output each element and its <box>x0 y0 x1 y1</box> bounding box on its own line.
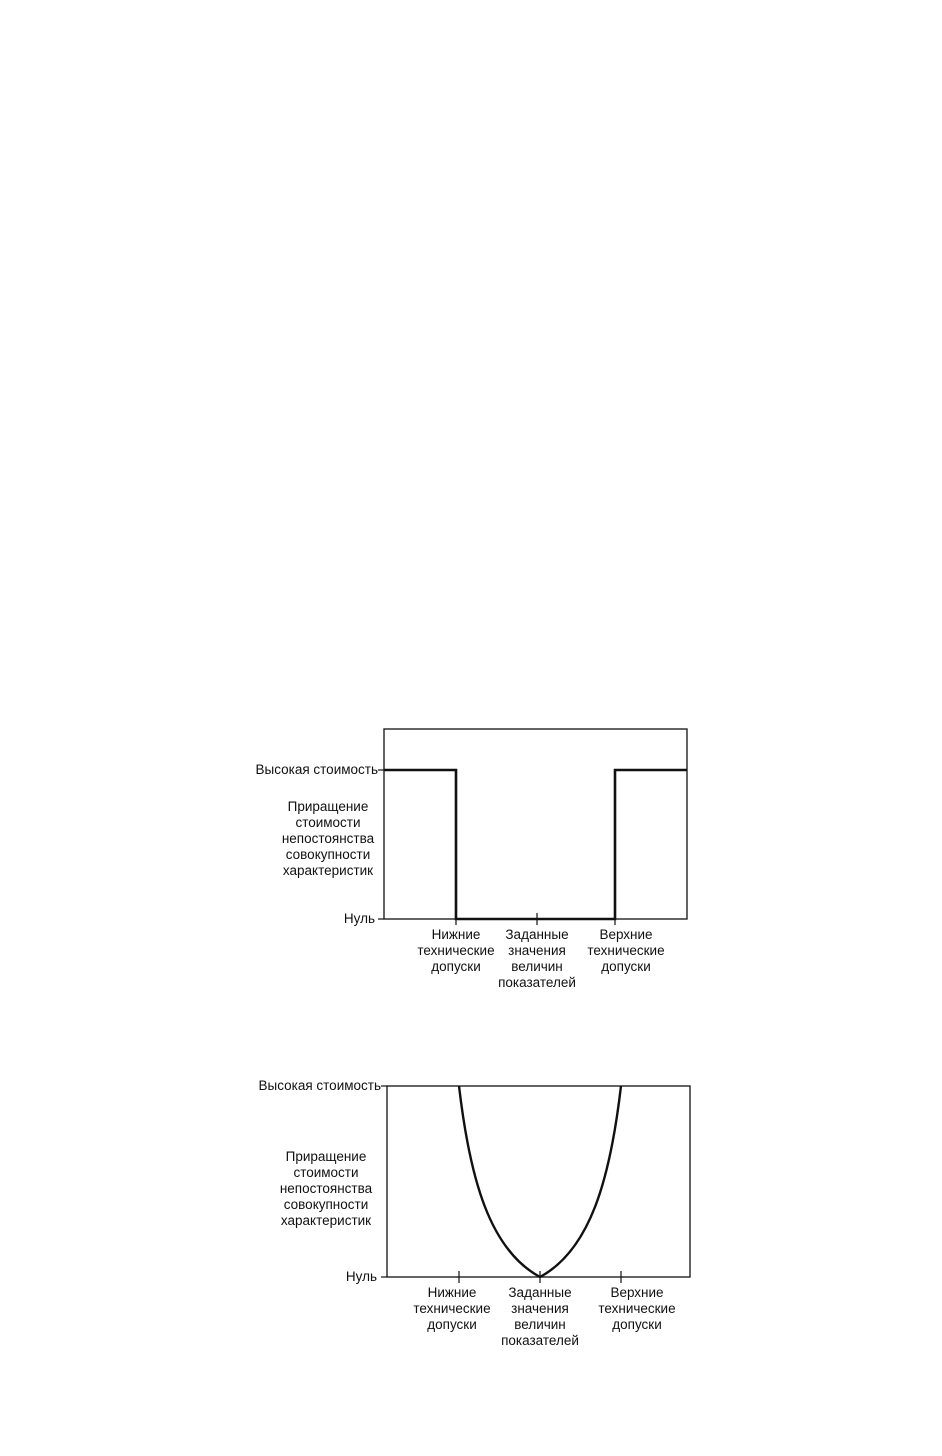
figure2-x-upper-tolerance-label: Верхние технические допуски <box>598 1285 676 1332</box>
figure1-x-target-label: Заданные значения величин показателей <box>498 927 576 990</box>
figure2-x-lower-tolerance-label: Нижние технические допуски <box>413 1285 491 1332</box>
figure2-x-target-label: Заданные значения величин показателей <box>501 1285 579 1348</box>
figure2-quadratic-loss-curve <box>459 1086 621 1277</box>
figure1-y-high-label: Высокая стоимость <box>255 762 378 777</box>
figure1-step-cost-curve <box>384 770 687 919</box>
figure2-y-high-label: Высокая стоимость <box>258 1078 381 1093</box>
figure2-frame <box>387 1086 690 1277</box>
figure1-x-upper-tolerance-label: Верхние технические допуски <box>587 927 665 974</box>
figure1-x-lower-tolerance-label: Нижние технические допуски <box>417 927 495 974</box>
figure2-plot <box>381 1086 690 1283</box>
figure2-y-axis-label: Приращение стоимости непостоянства совокупности характеристик <box>279 1149 373 1228</box>
figure1-frame <box>384 729 687 919</box>
figure2-y-zero-label: Нуль <box>345 1269 377 1284</box>
figure1-y-axis-label: Приращение стоимости непостоянства совокупности характеристик <box>281 799 375 878</box>
figure1-y-zero-label: Нуль <box>343 911 375 926</box>
figure1-plot <box>378 729 687 925</box>
